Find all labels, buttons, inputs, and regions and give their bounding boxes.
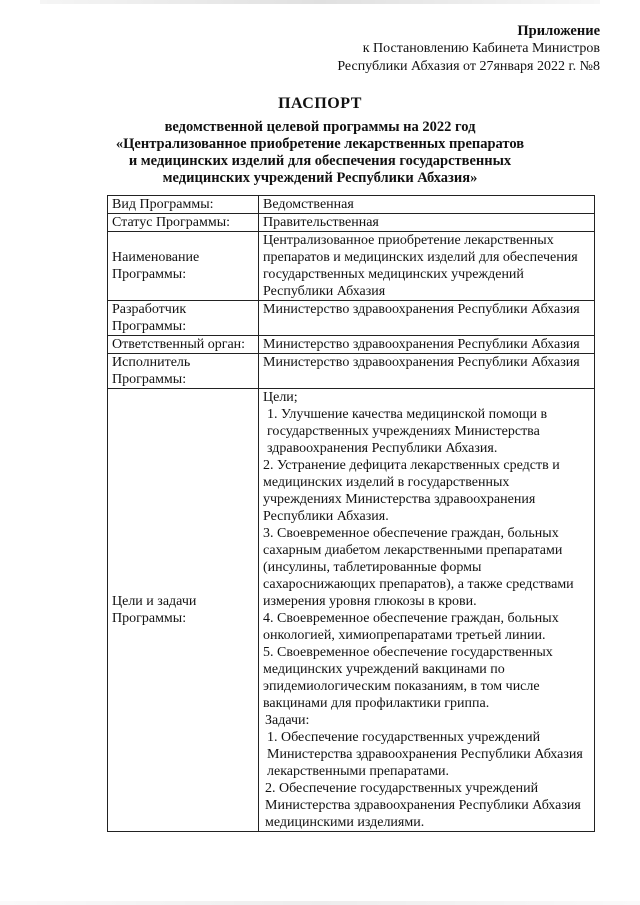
title-passport: ПАСПОРТ [278,95,362,112]
document-title [0,94,640,187]
title-line-2: «Централизованное приобретение лекарственных препаратов [115,136,525,152]
goal-item: 2. Устранение дефицита лекарственных средств и медицинских изделий в государственных учреждениях Министерства здравоохранения Республики Абхазия. [263,458,560,524]
title-line-3: и медицинских изделий для обеспечения государственных [128,153,512,169]
row-key: Наименование Программы: [108,232,259,301]
appendix-label: Приложение [517,23,600,39]
table-row [108,232,595,301]
row-key: Исполнитель Программы: [108,354,259,389]
table-row [108,196,595,214]
goals-key: Цели и задачи Программы: [108,389,259,832]
task-item: 1. Обеспечение государственных учреждений Министерства здравоохранения Республики Абхазия лекарственными препаратами. [267,730,583,779]
goal-item: 3. Своевременное обеспечение граждан, больных сахарным диабетом лекарственными препаратами (инсулины, таблетированные формы сахароснижающих препаратов), а также средствами измерения уровня глюкозы в крови. [263,526,574,609]
table-row [108,354,595,389]
row-value: Централизованное приобретение лекарственных препаратов и медицинских изделий для обеспечения государственных медицинских учреждений Республики Абхазия [259,232,595,301]
row-value: Министерство здравоохранения Республики Абхазия [259,354,595,389]
title-line-4: медицинских учреждений Республики Абхазия» [162,170,478,186]
goal-item: 5. Своевременное обеспечение государственных медицинских учреждений вакцинами по эпидемиологическим показаниям, в том числе вакцинами для профилактики гриппа. [263,645,553,711]
appendix-line-1: к Постановлению Кабинета Министров [362,41,600,56]
table-row-goals [108,389,595,832]
appendix-line-2: Республики Абхазия от 27января 2022 г. №8 [337,59,600,74]
row-value: Правительственная [259,214,595,232]
passport-table [107,195,595,832]
row-value: Министерство здравоохранения Республики Абхазия [259,336,595,354]
goal-item: 4. Своевременное обеспечение граждан, больных онкологией, химиопрепаратами третьей линии. [263,611,559,643]
table-row [108,301,595,336]
title-line-1: ведомственной целевой программы на 2022 год [164,119,476,135]
goals-heading: Цели; [263,390,298,405]
row-key: Статус Программы: [108,214,259,232]
goals-value [259,389,595,832]
row-key: Ответственный орган: [108,336,259,354]
table-row [108,214,595,232]
scan-edge-top [40,0,600,4]
row-key: Разработчик Программы: [108,301,259,336]
tasks-heading: Задачи: [265,713,310,728]
row-value: Министерство здравоохранения Республики Абхазия [259,301,595,336]
scan-edge-bottom [0,901,640,905]
table-row [108,336,595,354]
row-value: Ведомственная [259,196,595,214]
appendix-header [337,22,600,76]
goal-item: 1. Улучшение качества медицинской помощи в государственных учреждениях Министерства здравоохранения Республики Абхазия. [267,407,548,456]
row-key: Вид Программы: [108,196,259,214]
task-item: 2. Обеспечение государственных учреждений Министерства здравоохранения Республики Абхазия медицинскими изделиями. [265,781,581,830]
